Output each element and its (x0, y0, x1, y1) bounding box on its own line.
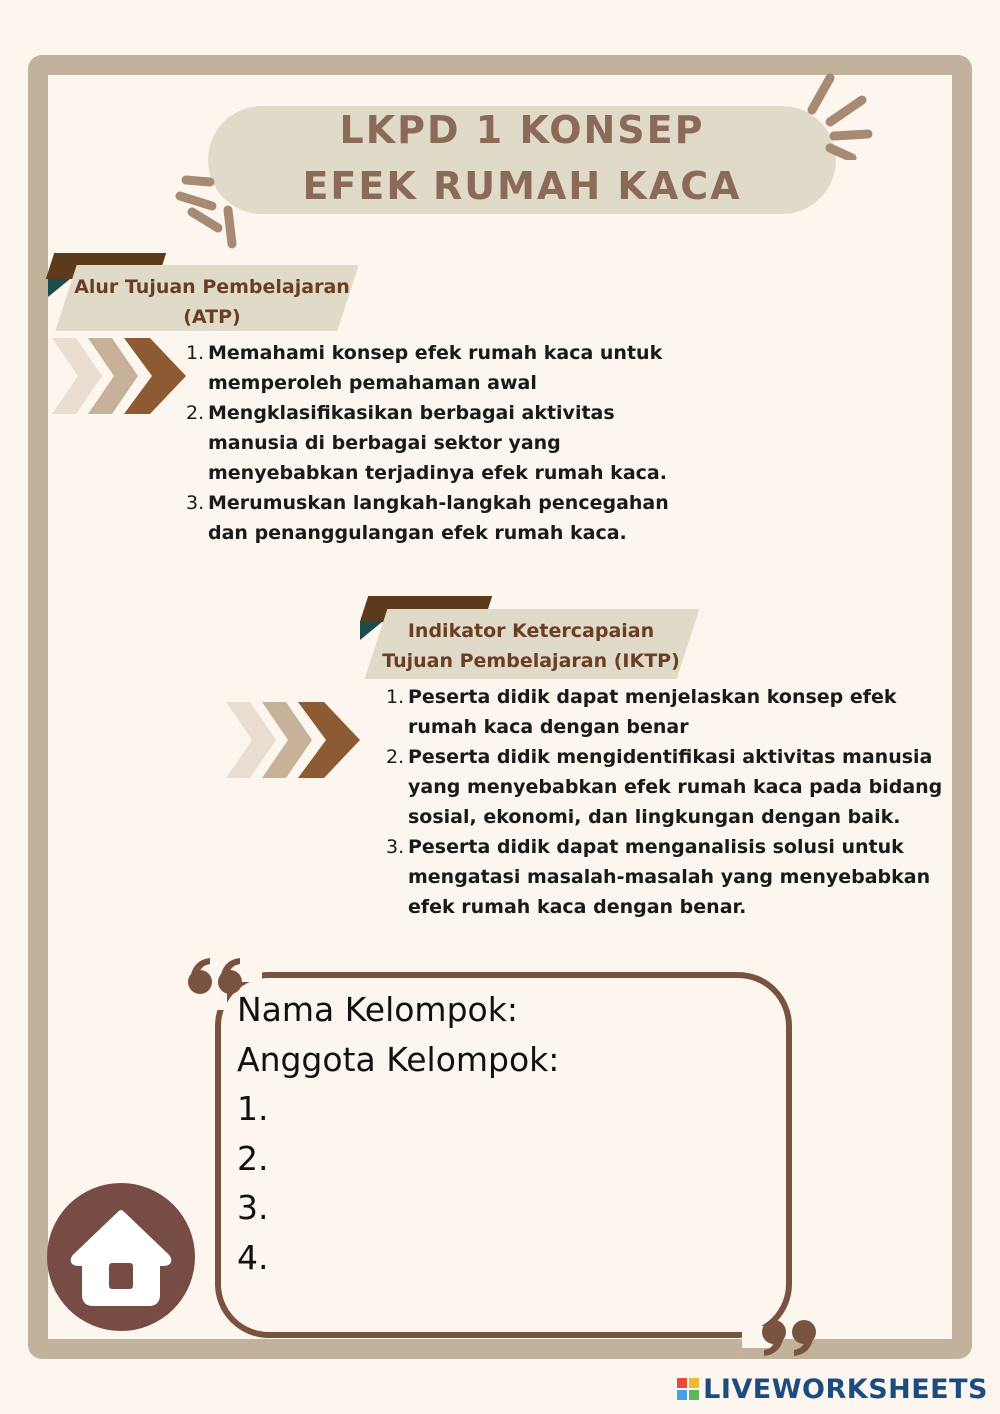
list-item: 3. Peserta didik dapat menganalisis solusi untuk mengatasi masalah-masalah yang menyebabkan efek rumah kaca dengan benar. (386, 836, 931, 918)
title-line-2: EFEK RUMAH KACA (302, 164, 742, 208)
atp-heading-line-2: (ATP) (183, 306, 241, 328)
chevron-arrows-icon (52, 338, 188, 414)
title-line-1: LKPD 1 KONSEP (339, 108, 705, 152)
list-item: 1. Memahami konsep efek rumah kaca untuk memperoleh pemahaman awal (186, 342, 663, 394)
list-item: 2. Peserta didik mengidentifikasi aktivitas manusia yang menyebabkan efek rumah kaca pada bidang sosial, ekonomi, dan lingkungan dengan baik. (386, 746, 943, 828)
member-slot-1: 1. (237, 1089, 269, 1128)
member-slot-4: 4. (237, 1237, 269, 1277)
liveworksheets-logo-icon (677, 1378, 699, 1400)
iktp-heading (366, 616, 696, 676)
iktp-heading-line-1: Indikator Ketercapaian (407, 620, 655, 642)
burst-rays-icon (800, 70, 880, 160)
group-members-label: Anggota Kelompok: (237, 1039, 560, 1079)
group-info (237, 985, 757, 1282)
liveworksheets-logo (677, 1374, 988, 1405)
list-item: 1. Peserta didik dapat menjelaskan konsep efek rumah kaca dengan benar (386, 686, 897, 738)
home-icon (47, 1183, 195, 1331)
member-slot-2: 2. (237, 1138, 269, 1178)
atp-heading-line-1: Alur Tujuan Pembelajaran (74, 276, 350, 298)
liveworksheets-text: LIVEWORKSHEETS (703, 1374, 988, 1405)
chevron-arrows-icon (226, 702, 362, 778)
iktp-heading-line-2: Tujuan Pembelajaran (IKTP) (382, 650, 680, 672)
close-quote-icon (758, 1318, 820, 1358)
home-button[interactable] (47, 1183, 195, 1331)
atp-heading (58, 272, 366, 332)
burst-rays-icon (172, 168, 246, 254)
atp-list (186, 338, 706, 548)
list-item: 2. Mengklasifikasikan berbagai aktivitas manusia di berbagai sektor yang menyebabkan terjadinya efek rumah kaca. (186, 402, 667, 484)
group-name-label: Nama Kelompok: (237, 990, 518, 1029)
member-slot-3: 3. (237, 1188, 269, 1227)
iktp-list (386, 682, 946, 922)
list-item: 3. Merumuskan langkah-langkah pencegahan dan penanggulangan efek rumah kaca. (186, 492, 669, 544)
